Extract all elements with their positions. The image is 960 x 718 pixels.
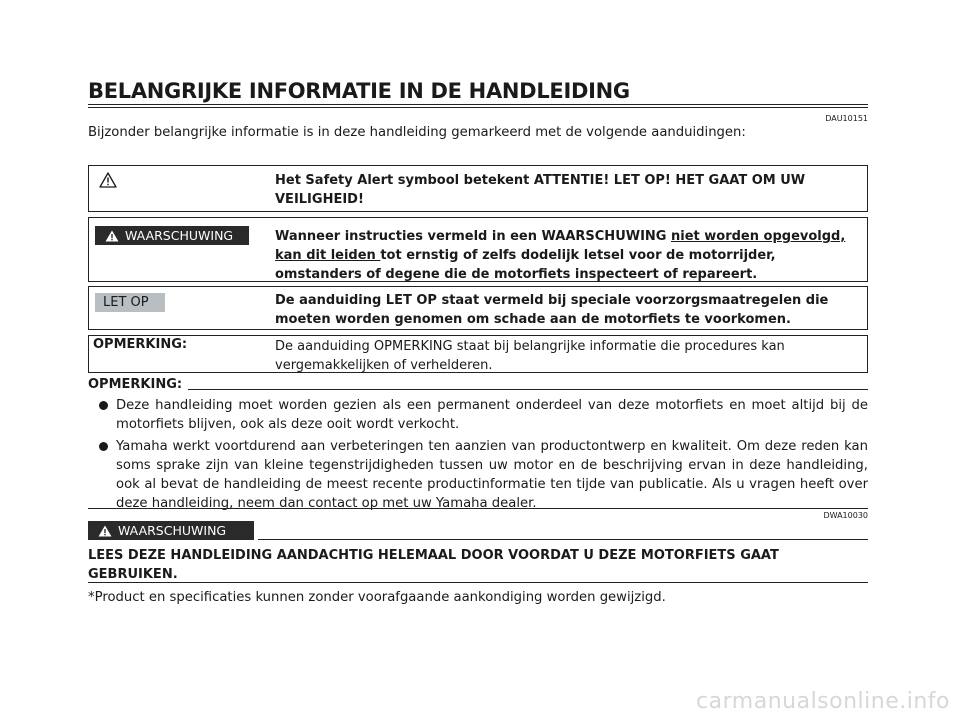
notes-list xyxy=(88,396,868,516)
warning-definition-box xyxy=(88,217,868,282)
warning-definition-text xyxy=(275,227,861,284)
list-item-text: Yamaha werkt voortdurend aan verbeteringen ten aanzien van productontwerp en kwaliteit. Om deze reden kan soms sprake zijn van kleine tegenstrijdigheden tussen uw motor en de beschrijving ervan in deze handleiding, ook al bevat de handleiding de meest recente productinformatie ten tijde van publicatie. Als u vragen heeft over deze handleiding, neem dan contact op met uw Yamaha dealer. xyxy=(116,439,868,511)
section-rule xyxy=(88,508,868,509)
warning-triangle-icon xyxy=(99,172,117,192)
bullet-icon xyxy=(99,442,108,451)
caution-definition-text: De aanduiding LET OP staat vermeld bij speciale voorzorgsmaatregelen die moeten worden genomen om schade aan de motorfiets te voorkomen. xyxy=(275,293,829,327)
warning-badge xyxy=(88,521,254,540)
title-rule-top xyxy=(88,104,868,105)
warning-text-part: Wanneer instructies vermeld in een WAARSCHUWING xyxy=(275,229,671,244)
safety-alert-box xyxy=(88,165,868,212)
caution-definition-box xyxy=(88,286,868,330)
page-title: BELANGRIJKE INFORMATIE IN DE HANDLEIDING xyxy=(88,79,630,103)
note-definition-box xyxy=(88,335,868,373)
warning-triangle-icon xyxy=(105,230,119,242)
warning-triangle-icon xyxy=(98,525,112,537)
warning-section-code: DWA10030 xyxy=(823,511,868,520)
notes-label: OPMERKING: xyxy=(88,377,183,392)
title-rule-bottom xyxy=(88,107,868,108)
bullet-icon xyxy=(99,401,108,410)
list-item xyxy=(88,396,868,434)
watermark: carmanualsonline.info xyxy=(696,689,950,714)
safety-alert-text: Het Safety Alert symbool betekent ATTENTIE! LET OP! HET GAAT OM UW VEILIGHEID! xyxy=(275,173,806,207)
note-definition-text: De aanduiding OPMERKING staat bij belangrijke informatie die procedures kan vergemakkelijken of verhelderen. xyxy=(275,339,785,373)
warning-text-part: tot ernstig of zelfs dodelijk letsel voor de motorrijder, omstanders of degene die de motorfiets inspecteert of repareert. xyxy=(275,248,776,282)
note-label: OPMERKING: xyxy=(93,337,188,352)
section-code: DAU10151 xyxy=(825,114,868,123)
caution-badge xyxy=(95,293,165,312)
notes-rule xyxy=(188,389,868,390)
warning-end-rule xyxy=(88,582,868,583)
warning-section-text: LEES DEZE HANDLEIDING AANDACHTIG HELEMAAL DOOR VOORDAT U DEZE MOTORFIETS GAAT GEBRUIKEN. xyxy=(88,548,779,582)
caution-badge-label: LET OP xyxy=(103,295,149,310)
intro-text: Bijzonder belangrijke informatie is in deze handleiding gemarkeerd met de volgende aanduidingen: xyxy=(88,125,746,140)
warning-badge-label: WAARSCHUWING xyxy=(118,523,227,538)
list-item-text: Deze handleiding moet worden gezien als een permanent onderdeel van deze motorfiets en moet altijd bij de motorfiets blijven, ook als deze ooit wordt verkocht. xyxy=(116,398,868,432)
list-item xyxy=(88,437,868,513)
footnote: *Product en specificaties kunnen zonder voorafgaande aankondiging worden gewijzigd. xyxy=(88,590,666,605)
warning-badge-label: WAARSCHUWING xyxy=(125,228,234,243)
warning-badge xyxy=(95,226,249,245)
warning-text-underlined: niet worden opgevolgd, kan dit leiden xyxy=(275,229,846,263)
warning-rule xyxy=(258,539,868,540)
